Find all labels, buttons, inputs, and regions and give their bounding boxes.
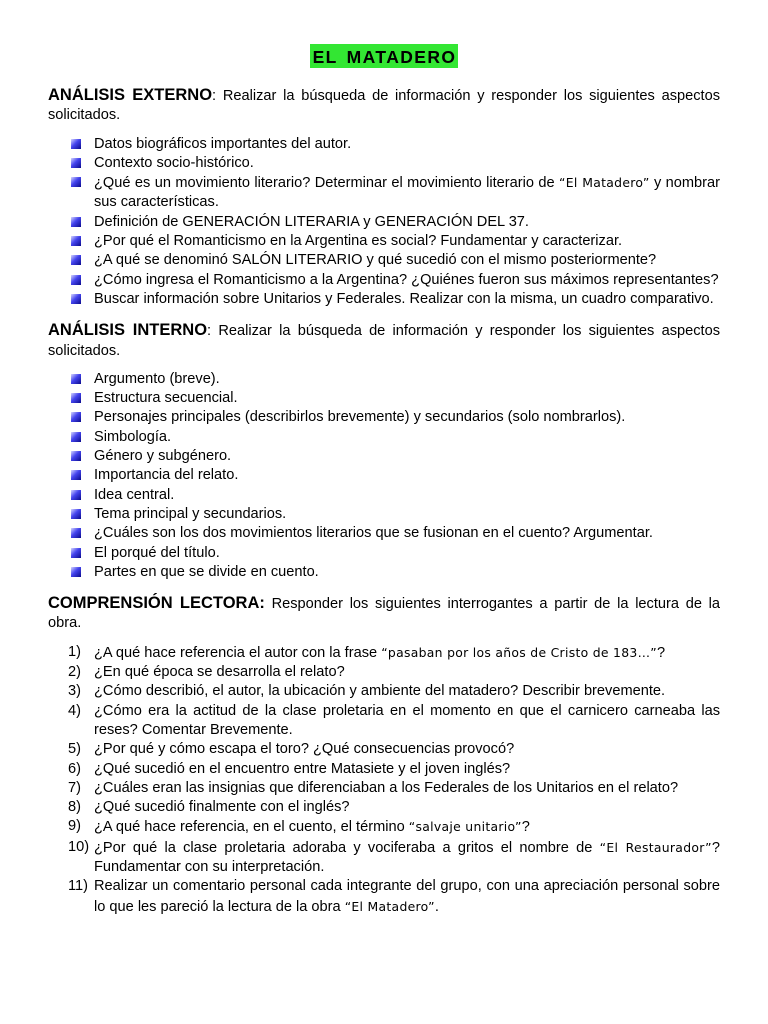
- list-item: [48, 389, 720, 408]
- question-number: 5): [68, 741, 81, 758]
- list-item: [48, 447, 720, 466]
- analisis-interno-instruction: : Realizar la búsqueda de información y responder los siguientes aspectos solicitados.: [48, 323, 720, 359]
- square-bullet-icon: [71, 217, 81, 227]
- list-item: [48, 135, 720, 154]
- question-text: ¿A qué hace referencia el autor con la frase: [94, 644, 382, 661]
- question-text: ¿Cuáles eran las insignias que diferenciaban a los Federales de los Unitarios en el relato?: [94, 779, 679, 796]
- list-item-text: El porqué del título.: [94, 544, 220, 561]
- quoted-text: “salvaje unitario”: [408, 819, 522, 835]
- list-item-text: ¿Cómo ingresa el Romanticismo a la Argentina? ¿Quiénes fueron sus máximos representantes?: [94, 271, 719, 288]
- question-number: 2): [68, 664, 81, 681]
- title-wrap: [48, 44, 720, 72]
- question-number: 7): [68, 779, 81, 796]
- quoted-text: “El Restaurador”: [599, 839, 712, 855]
- question-number: 9): [68, 818, 81, 835]
- question-item: [48, 817, 720, 837]
- question-item: [48, 760, 720, 779]
- list-item: [48, 524, 720, 543]
- list-item-text: Personajes principales (describirlos brevemente) y secundarios (solo nombrarlos).: [94, 409, 626, 426]
- question-item: [48, 798, 720, 817]
- question-number: 11): [68, 878, 89, 895]
- question-text: ¿Cómo era la actitud de la clase proletaria en el momento en que el carnicero carneaba las reses? Comentar Brevemente.: [94, 702, 720, 738]
- square-bullet-icon: [71, 432, 81, 442]
- list-item-text: ¿Qué es un movimiento literario? Determinar el movimiento literario de: [94, 175, 560, 192]
- question-item: [48, 740, 720, 759]
- square-bullet-icon: [71, 412, 81, 422]
- list-item: [48, 154, 720, 173]
- question-number: 1): [68, 643, 81, 660]
- list-item-text: Importancia del relato.: [94, 467, 239, 484]
- square-bullet-icon: [71, 236, 81, 246]
- analisis-externo-intro: [48, 86, 720, 126]
- list-item: [48, 428, 720, 447]
- document-title: EL MATADERO: [310, 44, 459, 68]
- question-text: ¿Por qué y cómo escapa el toro? ¿Qué consecuencias provocó?: [94, 741, 515, 758]
- list-item-text: Buscar información sobre Unitarios y Federales. Realizar con la misma, un cuadro comparativo.: [94, 290, 714, 307]
- comprension-lectora-instruction: Responder los siguientes interrogantes a partir de la lectura de la obra.: [48, 596, 721, 632]
- question-text: ¿En qué época se desarrolla el relato?: [94, 664, 345, 681]
- question-number: 6): [68, 760, 81, 777]
- question-item: [48, 838, 720, 878]
- quoted-text: “pasaban por los años de Cristo de 183…”: [381, 644, 658, 660]
- comprension-lectora-questions: [48, 643, 720, 917]
- list-item: [48, 466, 720, 485]
- list-item: [48, 173, 720, 213]
- list-item-text: Tema principal y secundarios.: [94, 505, 287, 522]
- quoted-text: “El Matadero”: [559, 175, 650, 191]
- question-item: [48, 643, 720, 663]
- question-text: ¿A qué hace referencia, en el cuento, el término: [94, 819, 409, 836]
- question-number: 4): [68, 702, 81, 719]
- comprension-lectora-intro: [48, 594, 720, 634]
- square-bullet-icon: [71, 490, 81, 500]
- list-item: [48, 232, 720, 251]
- question-text: ¿Qué sucedió en el encuentro entre Matasiete y el joven inglés?: [94, 760, 511, 777]
- question-item: [48, 682, 720, 701]
- question-text: .: [434, 898, 439, 915]
- list-item-text: Simbología.: [94, 428, 172, 445]
- list-item: [48, 251, 720, 270]
- question-item: [48, 877, 720, 917]
- question-text: Realizar un comentario personal cada integrante del grupo, con una apreciación personal sobre lo que les pareció la lectura de la obra: [94, 878, 720, 915]
- question-item: [48, 702, 720, 741]
- list-item-text: ¿A qué se denominó SALÓN LITERARIO y qué sucedió con el mismo posteriormente?: [94, 252, 657, 269]
- question-text: ¿Por qué la clase proletaria adoraba y vociferaba a gritos el nombre de: [94, 839, 600, 856]
- list-item: [48, 271, 720, 290]
- square-bullet-icon: [71, 528, 81, 538]
- list-item: [48, 213, 720, 232]
- list-item-text: ¿Por qué el Romanticismo en la Argentina es social? Fundamentar y caracterizar.: [94, 233, 623, 250]
- list-item-text: Partes en que se divide en cuento.: [94, 563, 319, 580]
- list-item: [48, 486, 720, 505]
- quoted-text: “El Matadero”: [344, 898, 435, 914]
- square-bullet-icon: [71, 548, 81, 558]
- square-bullet-icon: [71, 451, 81, 461]
- list-item-text: Argumento (breve).: [94, 370, 220, 387]
- list-item-text: Contexto socio-histórico.: [94, 154, 254, 171]
- square-bullet-icon: [71, 509, 81, 519]
- square-bullet-icon: [71, 177, 81, 187]
- analisis-interno-heading: ANÁLISIS INTERNO: [48, 321, 208, 340]
- list-item: [48, 408, 720, 427]
- square-bullet-icon: [71, 393, 81, 403]
- list-item-text: ¿Cuáles son los dos movimientos literarios que se fusionan en el cuento? Argumentar.: [94, 525, 653, 542]
- question-text: ?: [521, 819, 530, 836]
- list-item-text: Estructura secuencial.: [94, 390, 238, 407]
- list-item-text: Definición de GENERACIÓN LITERARIA y GENERACIÓN DEL 37.: [94, 213, 529, 230]
- analisis-externo-list: [48, 135, 720, 310]
- list-item-text: y nombrar sus características.: [94, 175, 721, 211]
- square-bullet-icon: [71, 255, 81, 265]
- analisis-externo-heading: ANÁLISIS EXTERNO: [48, 86, 213, 104]
- question-text: ?: [657, 644, 666, 661]
- analisis-interno-list: [48, 370, 720, 582]
- list-item: [48, 563, 720, 582]
- list-item-text: Datos biográficos importantes del autor.: [94, 135, 352, 152]
- question-item: [48, 779, 720, 798]
- list-item-text: Género y subgénero.: [94, 448, 232, 465]
- analisis-interno-intro: [48, 321, 720, 361]
- question-number: 10): [68, 838, 90, 855]
- question-number: 3): [68, 683, 81, 700]
- square-bullet-icon: [71, 567, 81, 577]
- question-text: ¿Qué sucedió finalmente con el inglés?: [94, 799, 350, 816]
- comprension-lectora-heading: COMPRENSIÓN LECTORA:: [48, 594, 265, 613]
- list-item: [48, 370, 720, 389]
- question-item: [48, 663, 720, 682]
- question-text: ? Fundamentar con su interpretación.: [94, 839, 720, 875]
- question-number: 8): [68, 799, 81, 816]
- question-text: ¿Cómo describió, el autor, la ubicación y ambiente del matadero? Describir brevemente.: [94, 683, 666, 700]
- list-item: [48, 505, 720, 524]
- square-bullet-icon: [71, 470, 81, 480]
- square-bullet-icon: [71, 294, 81, 304]
- square-bullet-icon: [71, 139, 81, 149]
- document-page: [48, 44, 720, 917]
- square-bullet-icon: [71, 158, 81, 168]
- square-bullet-icon: [71, 275, 81, 285]
- list-item: [48, 544, 720, 563]
- square-bullet-icon: [71, 374, 81, 384]
- analisis-externo-instruction: : Realizar la búsqueda de información y responder los siguientes aspectos solicitados.: [48, 88, 720, 124]
- list-item: [48, 290, 720, 309]
- list-item-text: Idea central.: [94, 486, 175, 503]
